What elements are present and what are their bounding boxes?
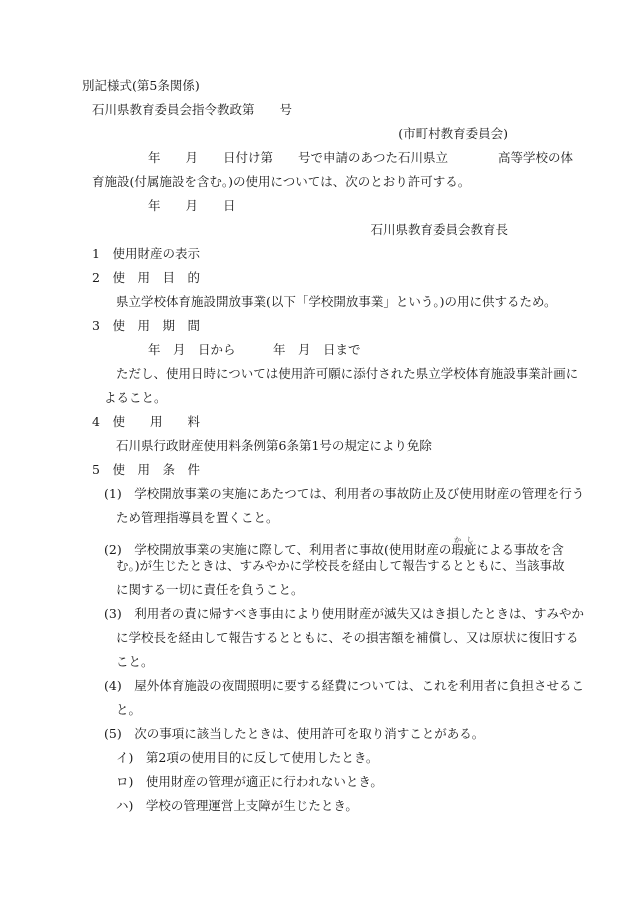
condition-5-item-ro: ロ) 使用財産の管理が適正に行われないとき。 — [116, 774, 383, 789]
addressee: (市町村教育委員会) — [398, 126, 508, 141]
condition-5-item-i: イ) 第2項の使用目的に反して使用したとき。 — [116, 750, 379, 765]
condition-1-line-2: ため管理指導員を置くこと。 — [116, 510, 279, 525]
section-3-note-1: ただし、使用日時については使用許可願に添付された県立学校体育施設事業計画に — [116, 366, 579, 381]
section-4-title: 4 使 用 料 — [92, 414, 200, 429]
section-4-text: 石川県行政財産使用料条例第6条第1号の規定により免除 — [116, 438, 432, 453]
issuer-title: 石川県教育委員会教育長 — [370, 222, 508, 237]
condition-4-line-2: と。 — [116, 702, 142, 717]
intro-line-2: 育施設(付属施設を含む。)の使用については、次のとおり許可する。 — [92, 174, 471, 189]
section-3-title: 3 使 用 期 間 — [92, 318, 200, 333]
section-3-period: 年 月 日から 年 月 日まで — [148, 342, 361, 357]
condition-4-line-1: (4) 屋外体育施設の夜間照明に要する経費については、これを利用者に負担させるこ — [104, 678, 584, 693]
condition-2-line-3: に関する一切に責任を負うこと。 — [116, 582, 304, 597]
section-2-title: 2 使 用 目 的 — [92, 270, 200, 285]
condition-3-line-2: に学校長を経由して報告するとともに、その損害額を補償し、又は原状に復旧する — [116, 630, 579, 645]
section-5-title: 5 使 用 条 件 — [92, 462, 200, 477]
condition-5-line-1: (5) 次の事項に該当したときは、使用許可を取り消すことがある。 — [104, 726, 485, 741]
condition-2-line-1: (2) 学校開放事業の実施に際して、利用者に事故(使用財産の瑕疵かしによる事故を含 — [104, 536, 564, 557]
condition-3-line-3: こと。 — [116, 654, 154, 669]
section-3-note-2: よること。 — [104, 390, 167, 405]
condition-1-line-1: (1) 学校開放事業の実施にあたつては、利用者の事故防止及び使用財産の管理を行う — [104, 486, 585, 501]
form-label: 別記様式(第5条関係) — [82, 78, 200, 93]
intro-line-1: 年 月 日付け第 号で申請のあつた石川県立 高等学校の体 — [148, 150, 574, 165]
section-2-text: 県立学校体育施設開放事業(以下「学校開放事業」という。)の用に供するため。 — [116, 294, 557, 309]
kashi-ruby: 瑕疵かし — [451, 536, 477, 557]
permit-date: 年 月 日 — [148, 198, 236, 213]
condition-3-line-1: (3) 利用者の責に帰すべき事由により使用財産が滅失又はき損したときは、すみやか — [104, 606, 584, 621]
document-number: 石川県教育委員会指令教政第 号 — [92, 102, 293, 117]
section-1-title: 1 使用財産の表示 — [92, 246, 200, 261]
condition-2-line-2: む。)が生じたときは、すみやかに学校長を経由して報告するとともに、当該事故 — [116, 558, 565, 573]
condition-5-item-ha: ハ) 学校の管理運営上支障が生じたとき。 — [116, 798, 358, 813]
